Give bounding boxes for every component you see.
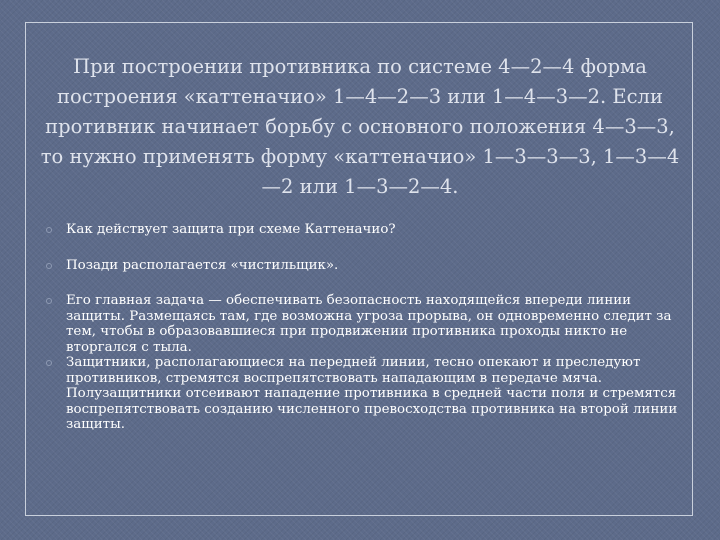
bullet-text: Защитники, располагающиеся на передней линии, тесно опекают и преследуют противников, стремятся воспрепятствовать нападающим в передаче мяча. Полузащитники отсеивают нападение противника в средней части поля и стремятся воспрепятствовать созданию численного превосходства противника на второй линии защиты. — [66, 355, 678, 432]
bullet-circle-icon — [46, 360, 52, 366]
bullet-circle-icon — [46, 298, 52, 304]
bullet-text: Как действует защита при схеме Каттеначио? — [66, 222, 396, 237]
bullet-text: Позади располагается «чистильщик». — [66, 257, 339, 273]
bullet-list — [42, 222, 678, 433]
list-item — [42, 355, 678, 433]
list-item — [42, 293, 678, 355]
list-item — [42, 258, 678, 274]
list-item — [42, 222, 678, 238]
bullet-circle-icon — [46, 263, 52, 269]
bullet-text: Его главная задача — обеспечивать безопасность находящейся впереди линии защиты. Размещаясь там, где возможна угроза прорыва, он одновременно следит за тем, чтобы в образовавшиеся при продвижении противника проходы никто не вторгался с тыла. — [66, 293, 672, 355]
slide-title: При построении противника по системе 4—2—4 форма построения «каттеначио» 1—4—2—3 или 1—4—3—2. Если противник начинает борьбу с основного положения 4—3—3, то нужно применять форму «каттеначио» 1—3—3—3, 1—3—4—2 или 1—3—2—4. — [40, 55, 680, 198]
bullet-circle-icon — [46, 227, 52, 233]
